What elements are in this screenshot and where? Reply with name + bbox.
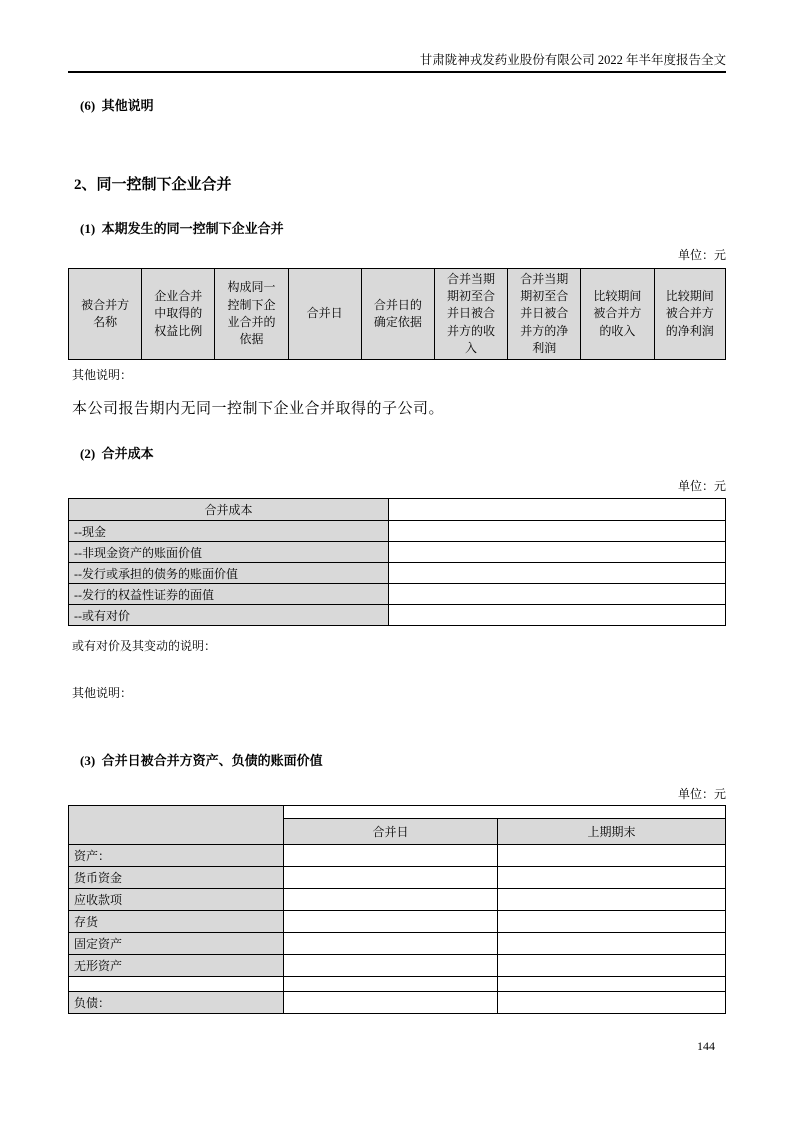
table-row bbox=[69, 955, 726, 977]
merger-cost-table bbox=[68, 498, 726, 626]
other-notes-label-2: 其他说明： bbox=[72, 686, 133, 700]
col-header-merger-date-basis: 合并日的确定依据 bbox=[361, 269, 434, 360]
table-row bbox=[69, 911, 726, 933]
row-label-inventory: 存货 bbox=[69, 911, 284, 933]
table-row bbox=[69, 542, 726, 563]
heading-sub-3: (3) 合并日被合并方资产、负债的账面价值 bbox=[80, 753, 323, 768]
empty-cell bbox=[284, 955, 498, 977]
table-header-row bbox=[69, 269, 726, 360]
empty-cell bbox=[284, 992, 498, 1014]
col-header-net-profit-to-merger-date: 合并当期期初至合并日被合并方的净利润 bbox=[508, 269, 581, 360]
empty-cell bbox=[498, 867, 726, 889]
table-row bbox=[69, 889, 726, 911]
col-header-revenue-to-merger-date: 合并当期期初至合并日被合并方的收入 bbox=[434, 269, 507, 360]
col-header-equity-ratio: 企业合并中取得的权益比例 bbox=[142, 269, 215, 360]
merger-cost-header: 合并成本 bbox=[69, 499, 389, 521]
heading-section-2: 2、同一控制下企业合并 bbox=[74, 177, 232, 193]
table-row bbox=[69, 806, 726, 819]
other-notes-label-1: 其他说明： bbox=[72, 368, 133, 382]
empty-cell bbox=[284, 933, 498, 955]
col-header-merger-date: 合并日 bbox=[284, 819, 498, 845]
empty-cell bbox=[498, 955, 726, 977]
page-header-title: 甘肃陇神戎发药业股份有限公司 2022 年半年度报告全文 bbox=[419, 53, 726, 67]
empty-row-label bbox=[69, 977, 284, 992]
heading-other-notes-6: (6) 其他说明 bbox=[80, 98, 154, 113]
row-label-liabilities: 负债： bbox=[69, 992, 284, 1014]
page-number: 144 bbox=[697, 1039, 715, 1053]
table-row bbox=[69, 521, 726, 542]
empty-cell bbox=[389, 605, 726, 626]
table-row bbox=[69, 845, 726, 867]
empty-cell bbox=[389, 584, 726, 605]
corner-cell bbox=[69, 806, 284, 845]
row-label-receivables: 应收款项 bbox=[69, 889, 284, 911]
col-header-comparative-net-profit: 比较期间被合并方的净利润 bbox=[654, 269, 726, 360]
unit-label-2: 单位：元 bbox=[677, 479, 726, 493]
empty-cell bbox=[284, 977, 498, 992]
contingent-consideration-note: 或有对价及其变动的说明： bbox=[72, 639, 217, 653]
row-label-cash: --现金 bbox=[69, 521, 389, 542]
table-row bbox=[69, 933, 726, 955]
empty-cell bbox=[284, 889, 498, 911]
empty-cell bbox=[498, 889, 726, 911]
row-label-noncash-assets: --非现金资产的账面价值 bbox=[69, 542, 389, 563]
col-header-merger-date: 合并日 bbox=[288, 269, 361, 360]
unit-label-3: 单位：元 bbox=[677, 787, 726, 801]
merger-under-common-control-table bbox=[68, 268, 726, 360]
col-header-comparative-revenue: 比较期间被合并方的收入 bbox=[581, 269, 654, 360]
col-header-prior-period-end: 上期期末 bbox=[498, 819, 726, 845]
table-row bbox=[69, 977, 726, 992]
table-row bbox=[69, 563, 726, 584]
row-label-assets: 资产： bbox=[69, 845, 284, 867]
heading-sub-1: (1) 本期发生的同一控制下企业合并 bbox=[80, 221, 284, 236]
book-value-table bbox=[68, 805, 726, 1014]
table-row bbox=[69, 499, 726, 521]
row-label-intangible-assets: 无形资产 bbox=[69, 955, 284, 977]
header-rule bbox=[68, 71, 726, 73]
empty-cell bbox=[498, 977, 726, 992]
empty-cell bbox=[498, 845, 726, 867]
empty-cell bbox=[498, 933, 726, 955]
row-label-contingent-consideration: --或有对价 bbox=[69, 605, 389, 626]
row-label-fixed-assets: 固定资产 bbox=[69, 933, 284, 955]
heading-sub-2: (2) 合并成本 bbox=[80, 446, 154, 461]
empty-cell bbox=[284, 806, 726, 819]
empty-cell bbox=[389, 499, 726, 521]
row-label-debts-assumed: --发行或承担的债务的账面价值 bbox=[69, 563, 389, 584]
empty-cell bbox=[389, 521, 726, 542]
row-label-monetary-funds: 货币资金 bbox=[69, 867, 284, 889]
unit-label-1: 单位：元 bbox=[677, 248, 726, 262]
table-row bbox=[69, 584, 726, 605]
empty-cell bbox=[284, 845, 498, 867]
no-merger-paragraph: 本公司报告期内无同一控制下企业合并取得的子公司。 bbox=[72, 401, 445, 417]
empty-cell bbox=[389, 542, 726, 563]
col-header-merged-party-name: 被合并方名称 bbox=[69, 269, 142, 360]
empty-cell bbox=[498, 911, 726, 933]
empty-cell bbox=[389, 563, 726, 584]
table-row bbox=[69, 992, 726, 1014]
empty-cell bbox=[284, 867, 498, 889]
empty-cell bbox=[284, 911, 498, 933]
row-label-equity-securities: --发行的权益性证券的面值 bbox=[69, 584, 389, 605]
table-row bbox=[69, 867, 726, 889]
table-row bbox=[69, 605, 726, 626]
empty-cell bbox=[498, 992, 726, 1014]
col-header-basis-common-control: 构成同一控制下企业合并的依据 bbox=[215, 269, 288, 360]
